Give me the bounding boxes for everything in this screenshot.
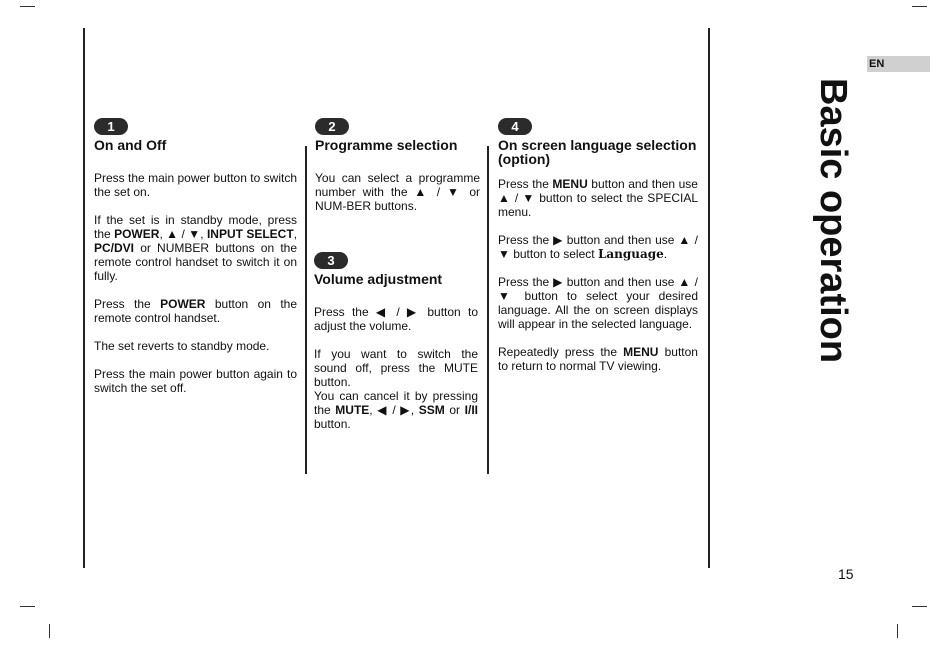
paragraph: Press the main power button again to switch the set off.: [94, 367, 297, 395]
page-side-title: Basic operation: [812, 78, 854, 364]
column-rule-mid1: [305, 146, 307, 474]
language-menu-label: Language: [597, 247, 664, 261]
paragraph: Press the ◀ / ▶ button to adjust the volume.: [314, 305, 478, 333]
language-tab: EN: [867, 56, 930, 72]
step-number-badge: 4: [498, 118, 532, 135]
paragraph: The set reverts to standby mode.: [94, 339, 270, 353]
paragraph: Press the ▶ button and then use ▲ / ▼ button to select your desired language. All the on screen displays will appear in the selected language.: [498, 275, 698, 331]
paragraph: You can select a programme number with the ▲ / ▼ or NUM-BER buttons.: [315, 171, 480, 213]
step-number-badge: 2: [315, 118, 349, 135]
section-heading: On screen language selection (option): [498, 137, 697, 167]
paragraph: Repeatedly press the MENU button to return to normal TV viewing.: [498, 345, 698, 373]
crop-mark: [912, 6, 927, 7]
section-language-selection: [498, 118, 698, 373]
crop-mark: [20, 606, 35, 607]
section-on-off: [94, 118, 297, 395]
step-number-badge: 1: [94, 118, 128, 135]
paragraph: You can cancel it by pressing the MUTE, ◀ / ▶, SSM or I/II button.: [314, 389, 478, 431]
crop-mark: [912, 606, 927, 607]
paragraph: If the set is in standby mode, press the POWER, ▲ / ▼, INPUT SELECT, PC/DVI or NUMBER buttons on the remote control handset to switch it on fully.: [94, 213, 298, 283]
paragraph: Press the ▶ button and then use ▲ / ▼ button to select Language.: [498, 233, 698, 261]
crop-mark: [897, 624, 898, 638]
paragraph: Press the main power button to switch the set on.: [94, 171, 297, 199]
paragraph: Press the MENU button and then use ▲ / ▼ button to select the SPECIAL menu.: [498, 177, 698, 219]
page-number: 15: [838, 566, 854, 582]
column-rule-right: [708, 28, 710, 568]
crop-mark: [20, 6, 35, 7]
section-heading: On and Off: [94, 137, 167, 153]
column-rule-mid2: [487, 146, 489, 474]
paragraph: Press the POWER button on the remote control handset.: [94, 297, 297, 325]
step-number-badge: 3: [314, 252, 348, 269]
section-programme-selection: [315, 118, 480, 213]
section-heading: Programme selection: [315, 137, 458, 153]
column-rule-left: [83, 28, 85, 568]
section-volume-adjustment: [314, 252, 478, 431]
crop-mark: [49, 624, 50, 638]
section-heading: Volume adjustment: [314, 271, 443, 287]
paragraph: If you want to switch the sound off, press the MUTE button.: [314, 347, 478, 389]
